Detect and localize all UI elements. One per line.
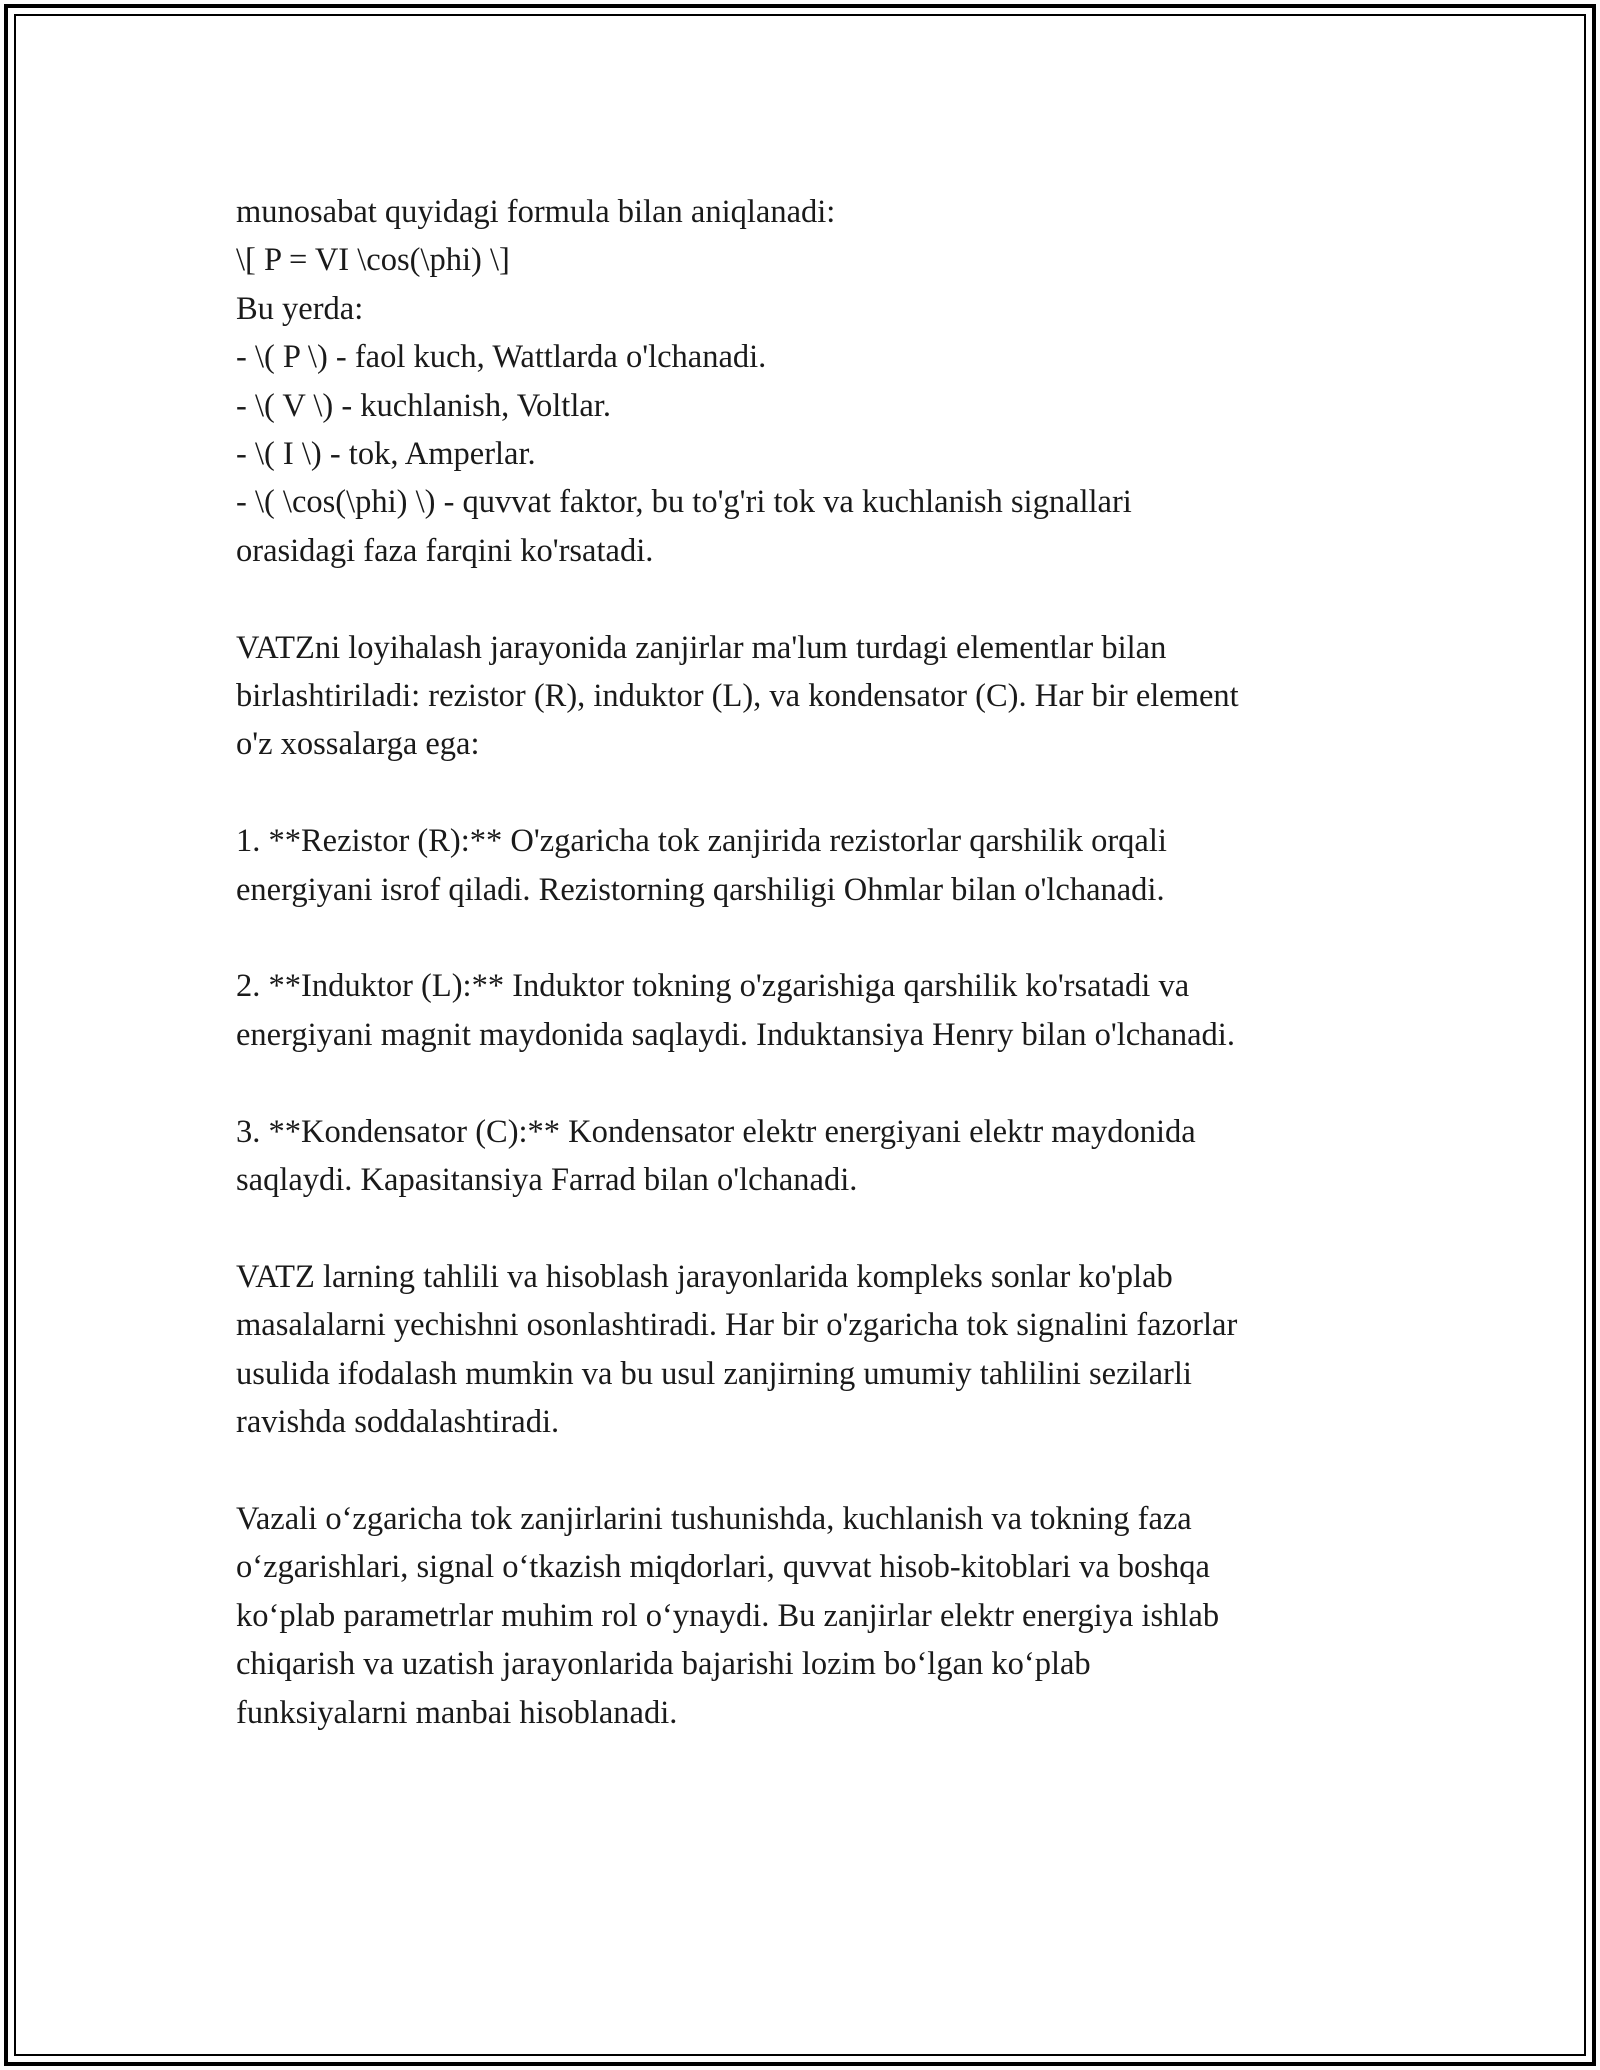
- complex-numbers-paragraph: [236, 1253, 1386, 1447]
- paragraph-gap: [236, 914, 1386, 962]
- text-line: 2. **Induktor (L):** Induktor tokning o'zgarishiga qarshilik ko'rsatadi va: [236, 968, 1190, 1005]
- formula-line: \[ P = VI \cos(\phi) \]: [236, 242, 510, 279]
- text-line: 1. **Rezistor (R):** O'zgaricha tok zanjirida rezistorlar qarshilik orqali: [236, 823, 1167, 860]
- text-line: o'z xossalarga ega:: [236, 726, 480, 763]
- capacitor-item: [236, 1108, 1386, 1205]
- resistor-item: [236, 817, 1386, 914]
- text-line: saqlaydi. Kapasitansiya Farrad bilan o'lchanadi.: [236, 1162, 858, 1199]
- inductor-item: [236, 962, 1386, 1059]
- formula-paragraph: [236, 188, 1386, 575]
- text-line: Bu yerda:: [236, 290, 364, 327]
- text-line: orasidagi faza farqini ko'rsatadi.: [236, 532, 654, 569]
- paragraph-gap: [236, 769, 1386, 817]
- text-line: chiqarish va uzatish jarayonlarida bajarishi lozim bo‘lgan ko‘plab: [236, 1646, 1091, 1683]
- document-body: [236, 188, 1386, 1737]
- text-line: ko‘plab parametrlar muhim rol o‘ynaydi. Bu zanjirlar elektr energiya ishlab: [236, 1597, 1220, 1634]
- text-line: energiyani magnit maydonida saqlaydi. Induktansiya Henry bilan o'lchanadi.: [236, 1016, 1235, 1053]
- definition-item: - \( I \) - tok, Amperlar.: [236, 436, 536, 473]
- text-line: o‘zgarishlari, signal o‘tkazish miqdorlari, quvvat hisob-kitoblari va boshqa: [236, 1549, 1210, 1586]
- text-line: energiyani isrof qiladi. Rezistorning qarshiligi Ohmlar bilan o'lchanadi.: [236, 871, 1165, 908]
- text-line: VATZni loyihalash jarayonida zanjirlar ma'lum turdagi elementlar bilan: [236, 629, 1167, 666]
- text-line: usulida ifodalash mumkin va bu usul zanjirning umumiy tahlilini sezilarli: [236, 1355, 1192, 1392]
- text-line: VATZ larning tahlili va hisoblash jarayonlarida kompleks sonlar ko'plab: [236, 1258, 1173, 1295]
- paragraph-gap: [236, 1204, 1386, 1252]
- paragraph-gap: [236, 1446, 1386, 1494]
- text-line: ravishda soddalashtiradi.: [236, 1404, 560, 1441]
- vatz-intro-paragraph: [236, 624, 1386, 769]
- definition-item: - \( P \) - faol kuch, Wattlarda o'lchanadi.: [236, 339, 767, 376]
- text-line: masalalarni yechishni osonlashtiradi. Har bir o'zgaricha tok signalini fazorlar: [236, 1307, 1238, 1344]
- text-line: 3. **Kondensator (C):** Kondensator elektr energiyani elektr maydonida: [236, 1113, 1196, 1150]
- definition-item: - \( V \) - kuchlanish, Voltlar.: [236, 387, 611, 424]
- paragraph-gap: [236, 575, 1386, 623]
- text-line: funksiyalarni manbai hisoblanadi.: [236, 1694, 678, 1731]
- definition-item: - \( \cos(\phi) \) - quvvat faktor, bu to'g'ri tok va kuchlanish signallari: [236, 484, 1132, 521]
- conclusion-paragraph: [236, 1495, 1386, 1737]
- paragraph-gap: [236, 1059, 1386, 1107]
- text-line: munosabat quyidagi formula bilan aniqlanadi:: [236, 194, 836, 230]
- text-line: birlashtiriladi: rezistor (R), induktor (L), va kondensator (C). Har bir element: [236, 678, 1239, 715]
- text-line: Vazali o‘zgaricha tok zanjirlarini tushunishda, kuchlanish va tokning faza: [236, 1500, 1192, 1537]
